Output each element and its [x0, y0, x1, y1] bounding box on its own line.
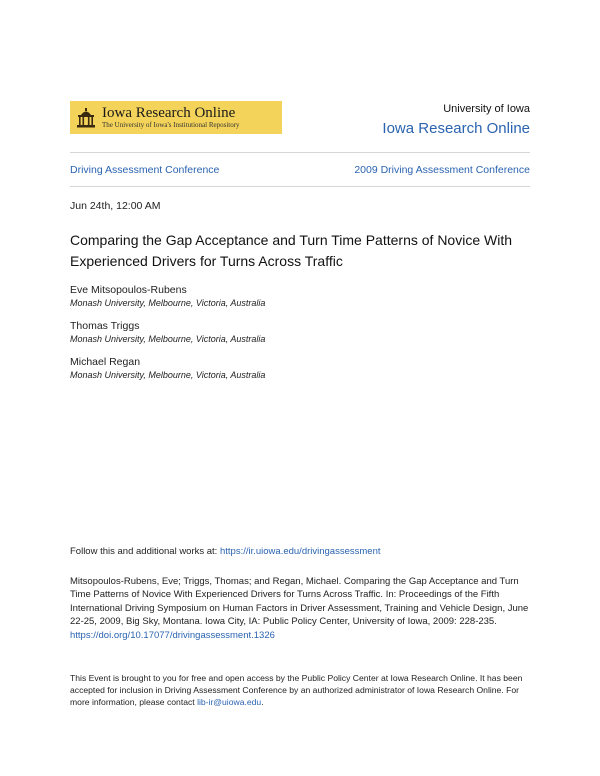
- divider-top: [70, 152, 530, 153]
- contact-email-link[interactable]: lib-ir@uiowa.edu: [197, 696, 262, 707]
- university-name: University of Iowa: [443, 103, 530, 115]
- author-name: Eve Mitsopoulos-Rubens: [70, 284, 187, 296]
- follow-line: [70, 546, 381, 557]
- notice-end: .: [261, 696, 264, 707]
- paper-title: Comparing the Gap Acceptance and Turn Time Patterns of Novice With Experienced Drivers for Turns Across Traffic: [70, 232, 512, 269]
- collection-link[interactable]: https://ir.uiowa.edu/drivingassessment: [219, 546, 381, 557]
- repository-link[interactable]: Iowa Research Online: [382, 120, 530, 137]
- follow-text: Follow this and additional works at:: [70, 546, 218, 557]
- notice-text: This Event is brought to you for free and open access by the Public Policy Center at Iowa Research Online. It has been accepted for inclusion in Driving Assessment Conference by an authorized administrator of Iowa Research Online. For more information, please contact: [70, 673, 523, 707]
- doi-link[interactable]: https://doi.org/10.17077/drivingassessment.1326: [70, 629, 275, 641]
- conference-link[interactable]: Driving Assessment Conference: [70, 164, 220, 176]
- event-date: Jun 24th, 12:00 AM: [70, 200, 161, 212]
- author-affiliation: Monash University, Melbourne, Victoria, Australia: [70, 334, 266, 344]
- access-notice: [70, 673, 532, 708]
- citation-text: Mitsopoulos-Rubens, Eve; Triggs, Thomas; and Regan, Michael. Comparing the Gap Acceptance and Turn Time Patterns of Novice With Experienced Drivers for Turns Across Traffic. In: Proceedings of the Fifth International Driving Symposium on Human Factors in Driver Assessment, Training and Vehicle Design, June 22-25, 2009, Big Sky, Montana. Iowa City, IA: Public Policy Center, University of Iowa, 2009: 228-235.: [70, 576, 529, 628]
- author-affiliation: Monash University, Melbourne, Victoria, Australia: [70, 298, 266, 308]
- divider-bottom: [70, 186, 530, 187]
- citation-block: [70, 575, 532, 642]
- author-name: Michael Regan: [70, 356, 141, 368]
- old-capitol-icon: [76, 107, 96, 129]
- iro-logo[interactable]: [70, 101, 282, 134]
- author-name: Thomas Triggs: [70, 320, 140, 332]
- logo-subtitle: The University of Iowa's Institutional Repository: [102, 121, 240, 129]
- author-affiliation: Monash University, Melbourne, Victoria, Australia: [70, 370, 266, 380]
- logo-title: Iowa Research Online: [102, 105, 236, 121]
- year-conference-link[interactable]: 2009 Driving Assessment Conference: [354, 164, 530, 176]
